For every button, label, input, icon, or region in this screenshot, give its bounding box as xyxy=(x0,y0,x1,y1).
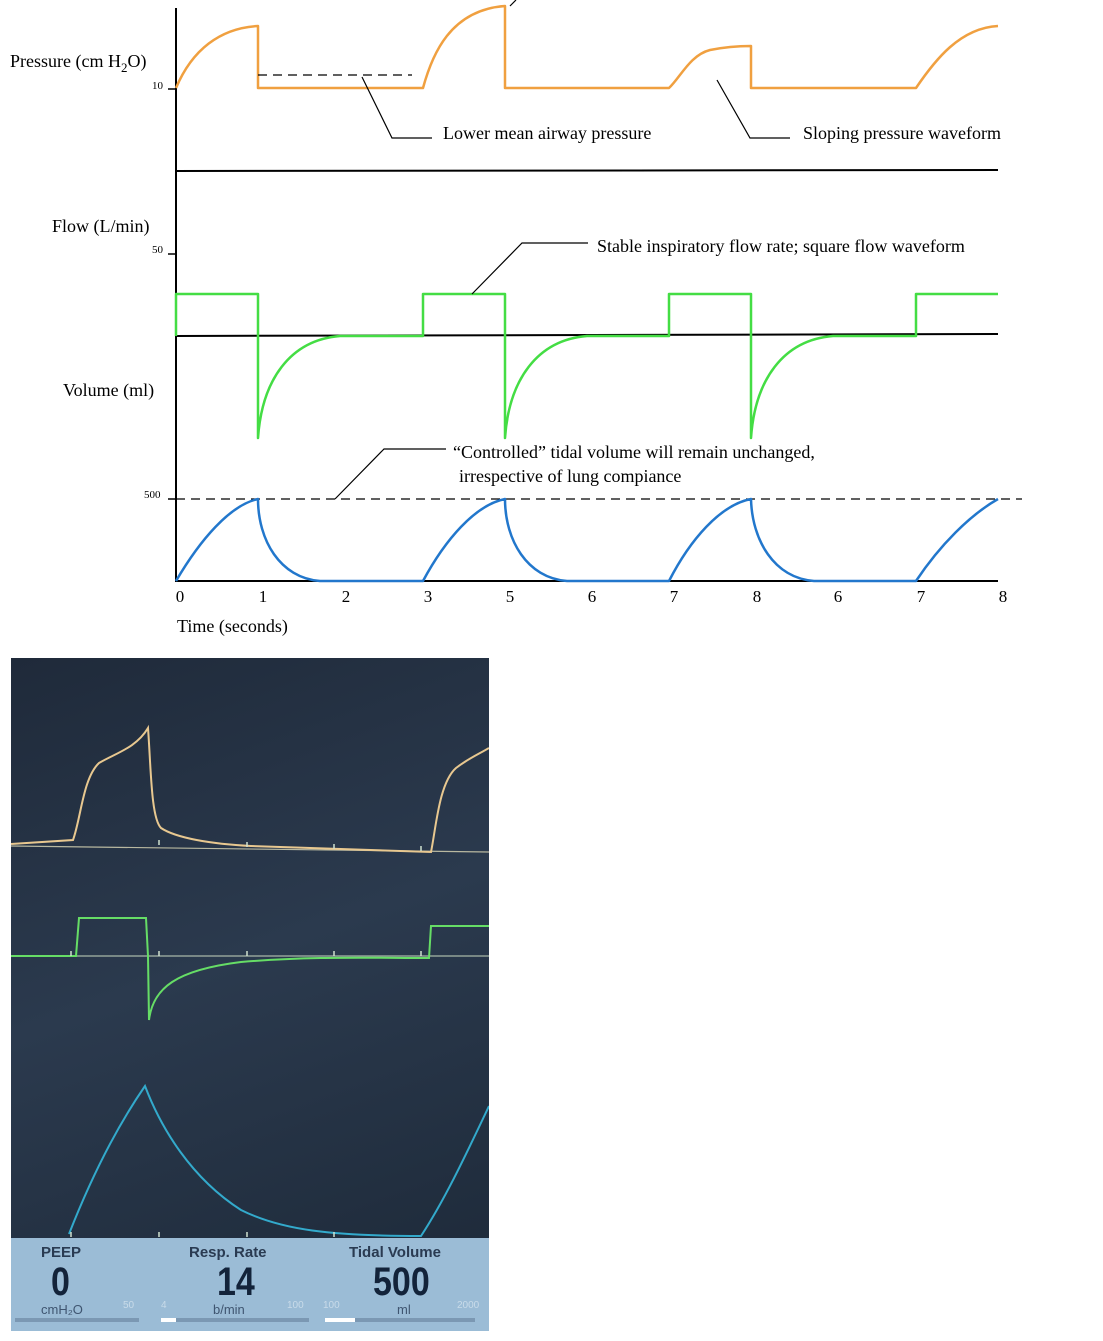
peep-panel xyxy=(11,1238,161,1331)
tidal-volume-range-max: 2000 xyxy=(457,1300,480,1311)
controlled-volume-leader-line xyxy=(335,449,446,499)
time-tick-label: 0 xyxy=(175,587,185,606)
resp-rate-label: Resp. Rate xyxy=(189,1244,267,1261)
monitor-flow-trace xyxy=(11,918,489,1020)
pressure-tick-label: 10 xyxy=(152,80,163,92)
tidal-volume-level-fill xyxy=(325,1318,355,1322)
resp-rate-range-max: 100 xyxy=(287,1300,304,1311)
time-tick-label: 7 xyxy=(669,587,679,606)
peep-label: PEEP xyxy=(41,1244,82,1261)
time-tick-label: 3 xyxy=(423,587,433,606)
time-tick-labels xyxy=(176,587,1008,606)
tidal-volume-label: Tidal Volume xyxy=(349,1244,441,1261)
clipped-leader-line xyxy=(510,0,516,6)
controlled-volume-annotation-line2: irrespective of lung compiance xyxy=(459,466,682,486)
tidal-volume-range-min: 100 xyxy=(323,1300,340,1311)
stable-flow-annotation: Stable inspiratory flow rate; square flow waveform xyxy=(597,236,965,256)
ventilator-monitor-photo xyxy=(11,658,489,1331)
tidal-volume-panel xyxy=(321,1238,489,1331)
time-tick-label: 6 xyxy=(833,587,843,606)
time-tick-label: 2 xyxy=(341,587,351,606)
time-tick-label: 6 xyxy=(587,587,597,606)
peep-level-bar xyxy=(15,1318,139,1322)
time-tick-label: 1 xyxy=(258,587,268,606)
pressure-axis-label: Pressure (cm $H_2O$) xyxy=(10,51,147,75)
resp-rate-level-fill xyxy=(161,1318,176,1322)
time-axis-label: Time (seconds) xyxy=(177,616,288,636)
resp-rate-level-bar xyxy=(161,1318,309,1322)
monitor-waveforms xyxy=(11,658,489,1238)
flow-tick-label: 50 xyxy=(152,244,163,256)
flow-axis-label: Flow (L/min) xyxy=(52,216,150,236)
pressure-waveform xyxy=(176,6,998,88)
tidal-volume-value: 500 xyxy=(373,1260,430,1304)
controlled-volume-annotation-line1: “Controlled” tidal volume will remain unchanged, xyxy=(453,442,815,462)
time-tick-label: 8 xyxy=(752,587,762,606)
resp-rate-value: 14 xyxy=(217,1260,255,1304)
lower-mean-leader-line xyxy=(362,77,432,138)
monitor-readout-bar xyxy=(11,1238,489,1331)
time-tick-label: 8 xyxy=(998,587,1008,606)
volume-waveform xyxy=(176,499,998,581)
flow-waveform xyxy=(176,294,998,438)
monitor-baseline-ticks xyxy=(71,840,421,1237)
peep-unit: cmH₂O xyxy=(41,1302,83,1317)
peep-value: 0 xyxy=(51,1260,70,1304)
tidal-volume-unit: ml xyxy=(397,1302,411,1317)
sloping-annotation: Sloping pressure waveform xyxy=(803,123,1001,143)
volume-axis-label: Volume (ml) xyxy=(63,380,155,400)
resp-rate-panel xyxy=(161,1238,321,1331)
time-tick-label: 7 xyxy=(916,587,926,606)
stable-flow-leader-line xyxy=(472,243,588,294)
monitor-pressure-trace xyxy=(11,728,489,852)
peep-range-max: 50 xyxy=(123,1300,135,1311)
pressure-baseline-axis xyxy=(176,170,998,171)
ventilation-waveform-diagram xyxy=(0,0,1103,650)
resp-rate-range-min: 4 xyxy=(161,1300,167,1311)
resp-rate-unit: b/min xyxy=(213,1302,245,1317)
time-tick-label: 5 xyxy=(505,587,515,606)
volume-tick-label: 500 xyxy=(144,489,161,501)
monitor-volume-trace xyxy=(69,1086,489,1236)
lower-mean-annotation: Lower mean airway pressure xyxy=(443,123,652,143)
